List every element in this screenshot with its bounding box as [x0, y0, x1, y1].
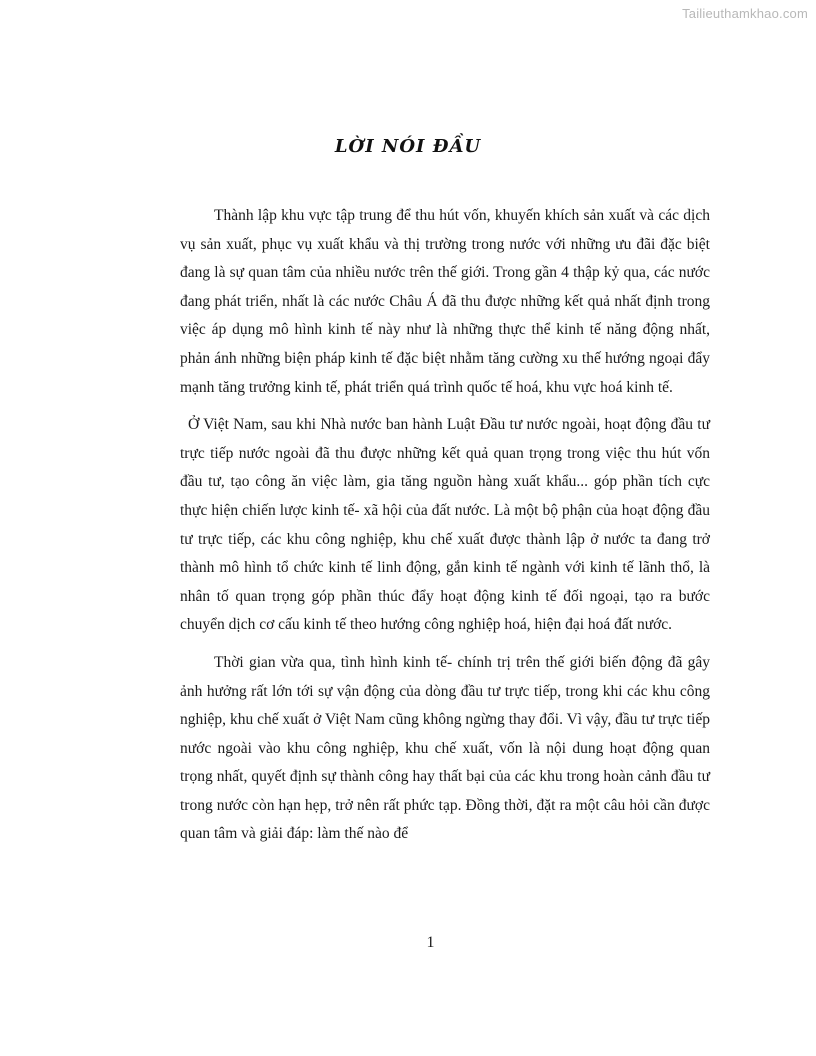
document-body [180, 202, 710, 858]
page-number: 1 [426, 934, 435, 951]
paragraph-vietnam: Ở Việt Nam, sau khi Nhà nước ban hành Luật Đầu tư nước ngoài, hoạt động đầu tư trực tiếp nước ngoài đã thu được những kết quả quan trọng trong việc thu hút vốn đầu tư, tạo công ăn việc làm, gia tăng nguồn hàng xuất khẩu... góp phần tích cực thực hiện chiến lược kinh tế- xã hội của đất nước. Là một bộ phận của hoạt động đầu tư trực tiếp, các khu công nghiệp, khu chế xuất được thành lập ở nước ta đang trở thành mô hình tổ chức kinh tế linh động, gắn kinh tế ngành với kinh tế lãnh thổ, là nhân tố quan trọng góp phần thúc đẩy hoạt động kinh tế đối ngoại, tạo ra bước chuyển dịch cơ cấu kinh tế theo hướng công nghiệp hoá, hiện đại hoá đất nước. [180, 416, 710, 634]
page-title: LỜI NÓI ĐẦU [334, 136, 482, 157]
paragraph-recent-time: Thời gian vừa qua, tình hình kinh tế- chính trị trên thế giới biến động đã gây ảnh hưởng rất lớn tới sự vận động của dòng đầu tư trực tiếp, trong khi các khu công nghiệp, khu chế xuất ở Việt Nam cũng không ngừng thay đổi. Vì vậy, đầu tư trực tiếp nước ngoài vào khu công nghiệp, khu chế xuất, vốn là nội dung hoạt động quan trọng nhất, quyết định sự thành công hay thất bại của các khu trong hoàn cảnh đầu tư trong nước còn hạn hẹp, trở nên rất phức tạp. Đồng thời, đặt ra một câu hỏi cần được quan tâm và giải đáp: làm thế nào để [180, 653, 710, 843]
paragraph-intro: Thành lập khu vực tập trung để thu hút vốn, khuyến khích sản xuất và các dịch vụ sản xuất, phục vụ xuất khẩu và thị trường trong nước với những ưu đãi đặc biệt đang là sự quan tâm của nhiều nước trên thế giới. Trong gần 4 thập kỷ qua, các nước đang phát triển, nhất là các nước Châu Á đã thu được những kết quả nhất định trong việc áp dụng mô hình kinh tế này như là những thực thể kinh tế năng động nhất, phản ánh những biện pháp kinh tế đặc biệt nhằm tăng cường xu thế hướng ngoại đẩy mạnh tăng trưởng kinh tế, phát triển quá trình quốc tế hoá, khu vực hoá kinh tế. [180, 207, 710, 396]
watermark-text: Tailieuthamkhao.com [682, 6, 808, 21]
